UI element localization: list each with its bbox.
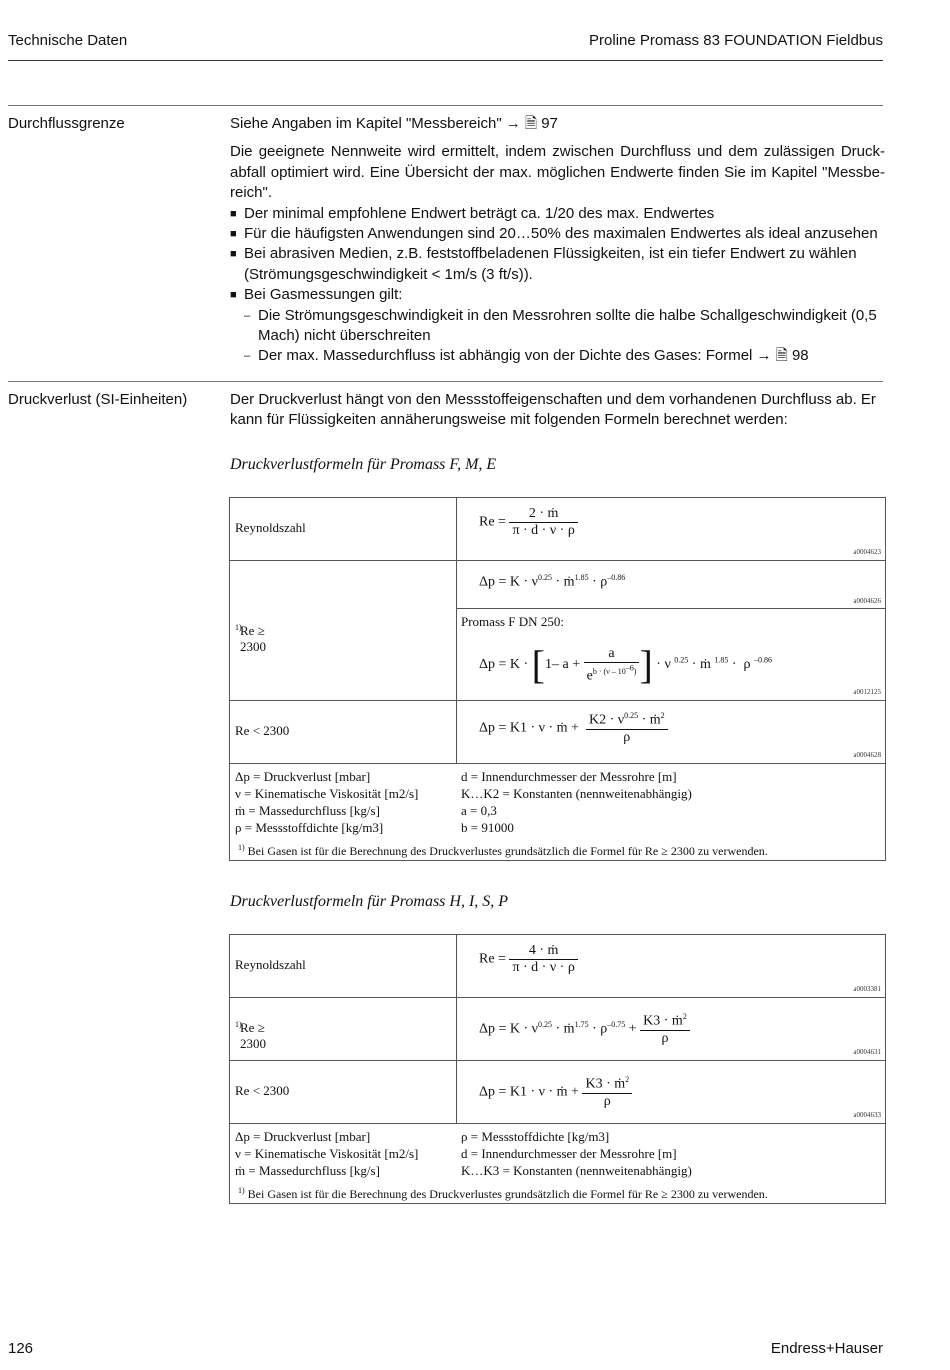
legend-item: ρ = Messstoffdichte [kg/m3] (235, 820, 384, 835)
section-label-durchflussgrenze: Durchflussgrenze (8, 115, 125, 132)
table-row (230, 998, 885, 1061)
reference-line: Siehe Angaben im Kapitel "Messbereich" → 🗎 97 (230, 115, 558, 132)
section-divider (8, 105, 883, 106)
figure-id: a0004633 (853, 1111, 881, 1119)
pressure-loss-formula: $\Delta p = K \cdot \nu^{0.25}$ · ṁ$^{1.85}$ · $\rho^{-0.86}$ (479, 573, 626, 590)
figure-id: a0004628 (853, 751, 881, 759)
reynolds-formula: Re = $\frac{\text{4 · ṁ}}{\pi \cdot d \cdot \nu \cdot \rho}$ (479, 943, 578, 976)
legend-item: K…K3 = Konstanten (nennweitenabhängig) (461, 1163, 692, 1178)
figure-id: a0004626 (853, 597, 881, 605)
legend-item: K…K2 = Konstanten (nennweitenabhängig) (461, 786, 692, 801)
figure-id: a0003381 (853, 985, 881, 993)
section-divider (8, 381, 883, 382)
legend-item: ṁ = Massedurchfluss [kg/s] (235, 803, 380, 818)
pressure-loss-formula-laminar: Δp = K1 · ν · ṁ + $\frac{K3 \cdot ṁ^2}{\rho}$ (479, 1075, 632, 1110)
pressure-loss-formula-dn250: Δp = K · [1– a + $\frac{a}{e^{b \cdot (\nu - 10^{-6})}}$ ] · ν $^{0.25}$ · ṁ $^{1.85}$ · ρ $^{-0.86}$ (479, 642, 772, 687)
table-row (230, 935, 885, 998)
bullet-text: Bei Gasmessungen gilt: (244, 286, 403, 304)
section-label-druckverlust: Druckverlust (SI-Einheiten) (8, 391, 188, 408)
header-right: Proline Promass 83 FOUNDATION Fieldbus (589, 32, 883, 49)
table-row (230, 701, 885, 764)
header-rule (8, 60, 883, 61)
formula-table-hisp (229, 934, 886, 1204)
sub-item: – Die Strömungsgeschwindigkeit in den Messrohren sollte die halbe Schallgeschwindigkeit (0,5 Mach) nicht überschreiten (244, 306, 885, 347)
legend-left (235, 1128, 418, 1179)
paragraph: Der Druckverlust hängt von den Messstoffeigenschaften und dem vorhandenen Durchfluss ab. Er kann für Flüssigkeiten annäherungsweise mit folgenden Formeln berechnet werden: (230, 391, 876, 429)
row-label: Reynoldszahl (235, 957, 306, 972)
page-number: 126 (8, 1340, 34, 1357)
legend-left (235, 768, 418, 836)
legend-item: Δp = Druckverlust [mbar] (235, 769, 371, 784)
paragraph: Die geeignete Nennweite wird ermittelt, indem zwischen Durchfluss und dem zulässigen Druckabfall optimiert wird. Eine Übersicht der max. möglichen Endwerte finden Sie im Kapitel "Messbereich". (230, 143, 885, 202)
legend-right (461, 768, 692, 836)
subrow (457, 561, 885, 609)
footnote: $^{1)}$ Bei Gasen ist für die Berechnung des Druckverlustes grundsätzlich die Formel für Re ≥ 2300 zu verwenden. (238, 1186, 768, 1201)
legend-item: d = Innendurchmesser der Messrohre [m] (461, 1146, 677, 1161)
table-row (230, 498, 885, 561)
row-label: Re < 2300 (235, 1083, 290, 1098)
row-label: Re ≥ 2300 $^{1)}$ (235, 623, 266, 654)
pressure-loss-formula: $\Delta p = K \cdot \nu^{0.25}$ · ṁ$^{1.75}$ · $\rho^{-0.75}$ + $\frac{K3 \cdot ṁ^2}{\rho}$ (479, 1012, 690, 1047)
legend (230, 1124, 885, 1203)
bullet-item: ■ Bei abrasiven Medien, z.B. feststoffbeladenen Flüssigkeiten, ist ein tiefer Endwert zu wählen (Strömungsgeschwindigkeit < 1m/s (3 ft/s)). (230, 244, 885, 285)
table-row (230, 1061, 885, 1124)
legend (230, 764, 885, 860)
formula-table-fme (229, 497, 886, 861)
table-title: Druckverlustformeln für Promass H, I, S, P (230, 893, 509, 910)
header-left: Technische Daten (8, 32, 128, 49)
legend-item: ρ = Messstoffdichte [kg/m3] (461, 1129, 610, 1144)
subrow-title: Promass F DN 250: (461, 614, 564, 629)
section-content-durchflussgrenze (230, 114, 885, 367)
bullet-item: ■ Der minimal empfohlene Endwert beträgt ca. 1/20 des max. Endwertes (230, 204, 885, 224)
reynolds-formula: Re = $\frac{\text{2 · ṁ}}{\pi \cdot d \cdot \nu \cdot \rho}$ (479, 506, 578, 539)
legend-item: ṁ = Massedurchfluss [kg/s] (235, 1163, 380, 1178)
figure-id: a0004623 (853, 548, 881, 556)
sub-item: – Der max. Massedurchfluss ist abhängig von der Dichte des Gases: Formel → 🗎 98 (244, 346, 885, 366)
bullet-item (230, 285, 885, 367)
table-row (230, 561, 885, 701)
footnote: $^{1)}$ Bei Gasen ist für die Berechnung des Druckverlustes grundsätzlich die Formel für Re ≥ 2300 zu verwenden. (238, 843, 768, 858)
bullet-list (230, 204, 885, 367)
bullet-item: ■ Für die häufigsten Anwendungen sind 20…50% des maximalen Endwertes als ideal anzusehen (230, 224, 885, 244)
row-label: Re < 2300 (235, 723, 290, 738)
table-title: Druckverlustformeln für Promass F, M, E (230, 456, 497, 473)
pressure-loss-formula-laminar: Δp = K1 · ν · ṁ + $\frac{K2 \cdot \nu^{0.25} \cdot ṁ^2}{\rho}$ (479, 711, 668, 746)
legend-item: ν = Kinematische Viskosität [m2/s] (235, 786, 419, 801)
sub-list (244, 306, 885, 367)
legend-item: ν = Kinematische Viskosität [m2/s] (235, 1146, 419, 1161)
legend-item: Δp = Druckverlust [mbar] (235, 1129, 371, 1144)
figure-id: a0012125 (853, 688, 881, 696)
legend-item: b = 91000 (461, 820, 514, 835)
legend-item: a = 0,3 (461, 803, 497, 818)
row-label: Re ≥ 2300 $^{1)}$ (235, 1020, 266, 1051)
section-content-druckverlust (230, 390, 885, 431)
figure-id: a0004631 (853, 1048, 881, 1056)
legend-item: d = Innendurchmesser der Messrohre [m] (461, 769, 677, 784)
row-label: Reynoldszahl (235, 520, 306, 535)
brand-name: Endress+Hauser (770, 1340, 883, 1357)
legend-right (461, 1128, 692, 1179)
